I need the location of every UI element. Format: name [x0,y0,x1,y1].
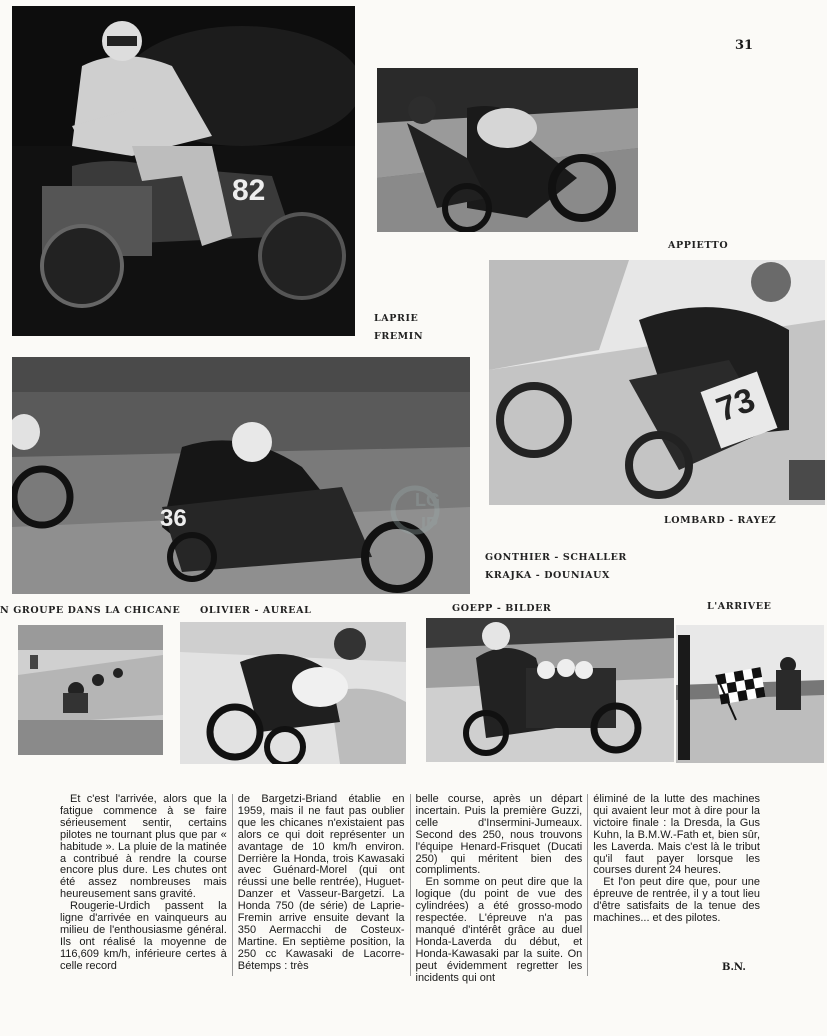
caption-appietto: APPIETTO [668,240,729,251]
photo-groupe-chicane [18,625,163,755]
paragraph: de Bargetzi-Briand établie en 1959, mais il ne faut pas oublier que les chicanes n'existaient pas alors ce qui doit représenter un avantage de 10 km/h environ. Derrière la Honda, trois Kawasaki avec Guénard-Morel (qui ont réussi une belle rentrée), Huguet-Danzer et Vasseur-Bargetzi. La Honda 750 (de série) de Laprie-Fremin arrive ensuite devant la 350 Aermacchi de Costeux-Martine. En septième position, la 250 cc Kawasaki de Lacorre-Bétemps : très [237,793,405,972]
article-column-1 [55,794,232,976]
photo-goepp-bilder [426,618,674,762]
watermark-logo [385,480,465,540]
svg-text:LG: LG [415,490,440,510]
svg-text:IP: IP [421,514,439,534]
paragraph: Rougerie-Urdich passent la ligne d'arrivée en vainqueurs au milieu de l'enthousiasme général. Ils ont réalisé la moyenne de 116,609 km/h, inférieure certes à celle record [60,900,227,972]
paragraph: belle course, après un départ incertain. Puis la première Guzzi, celle d'Insermini-Jumeaux. Second des 250, nous trouvons l'équipe Henard-Frisquet (Ducati 250) qui méritent bien des compliments. [415,793,583,877]
author-signature: B.N. [722,962,746,973]
photo-gonthier-krajka [12,357,470,594]
caption-krajka-douniaux: KRAJKA - DOUNIAUX [485,570,610,581]
photo-lombard-rayez [489,260,825,505]
race-number: 36 [160,505,187,532]
caption-gonthier-schaller: GONTHIER - SCHALLER [485,552,627,563]
caption-goepp-bilder: GOEPP - BILDER [452,603,552,614]
photo-arrivee [676,625,824,763]
photo-olivier-aureal [180,622,406,764]
photo-laprie-fremin [12,6,355,336]
caption-laprie: LAPRIE [374,313,419,324]
article-column-3 [410,793,588,984]
race-number: 82 [232,174,266,207]
article-body [55,793,765,984]
caption-arrivee: L'ARRIVEE [707,601,772,612]
paragraph: En somme on peut dire que la logique (du point de vue des cylindrées) a été grosso-modo respectée. L'épreuve n'a pas manqué d'intérêt grâce au duel Honda-Laverda du début, et Honda-Kawasaki par la suite. On peut évidemment regretter les incidents qui ont [415,876,583,984]
page-number: 31 [735,38,754,53]
caption-groupe-chicane: N GROUPE DANS LA CHICANE [0,605,181,616]
paragraph: Et c'est l'arrivée, alors que la fatigue commence à se faire sérieusement sentir, certains pilotes ne tournant plus que par « habitude ». La pluie de la matinée a contribué à rendre la course encore plus dure. Les chutes ont été assez nombreuses mais heureusement sans gravité. [60,793,227,901]
caption-olivier-aureal: OLIVIER - AUREAL [200,605,312,616]
caption-lombard-rayez: LOMBARD - RAYEZ [664,515,777,526]
article-column-2 [232,794,410,976]
race-number: 73 [711,380,761,430]
caption-fremin: FREMIN [374,331,424,342]
photo-appietto [377,68,638,232]
paragraph: Et l'on peut dire que, pour une épreuve de rentrée, il y a tout lieu d'être satisfaits de la tenue des machines... et des pilotes. [593,876,760,925]
paragraph: éliminé de la lutte des machines qui avaient leur mot à dire pour la victoire finale : la Dresda, la Gus Kuhn, la B.M.W.-Fath et, bien sûr, les Laverda. Mais c'est là le tribut qu'il faut payer lorsque les courses durent 24 heures. [593,793,760,877]
article-column-4 [587,794,765,976]
